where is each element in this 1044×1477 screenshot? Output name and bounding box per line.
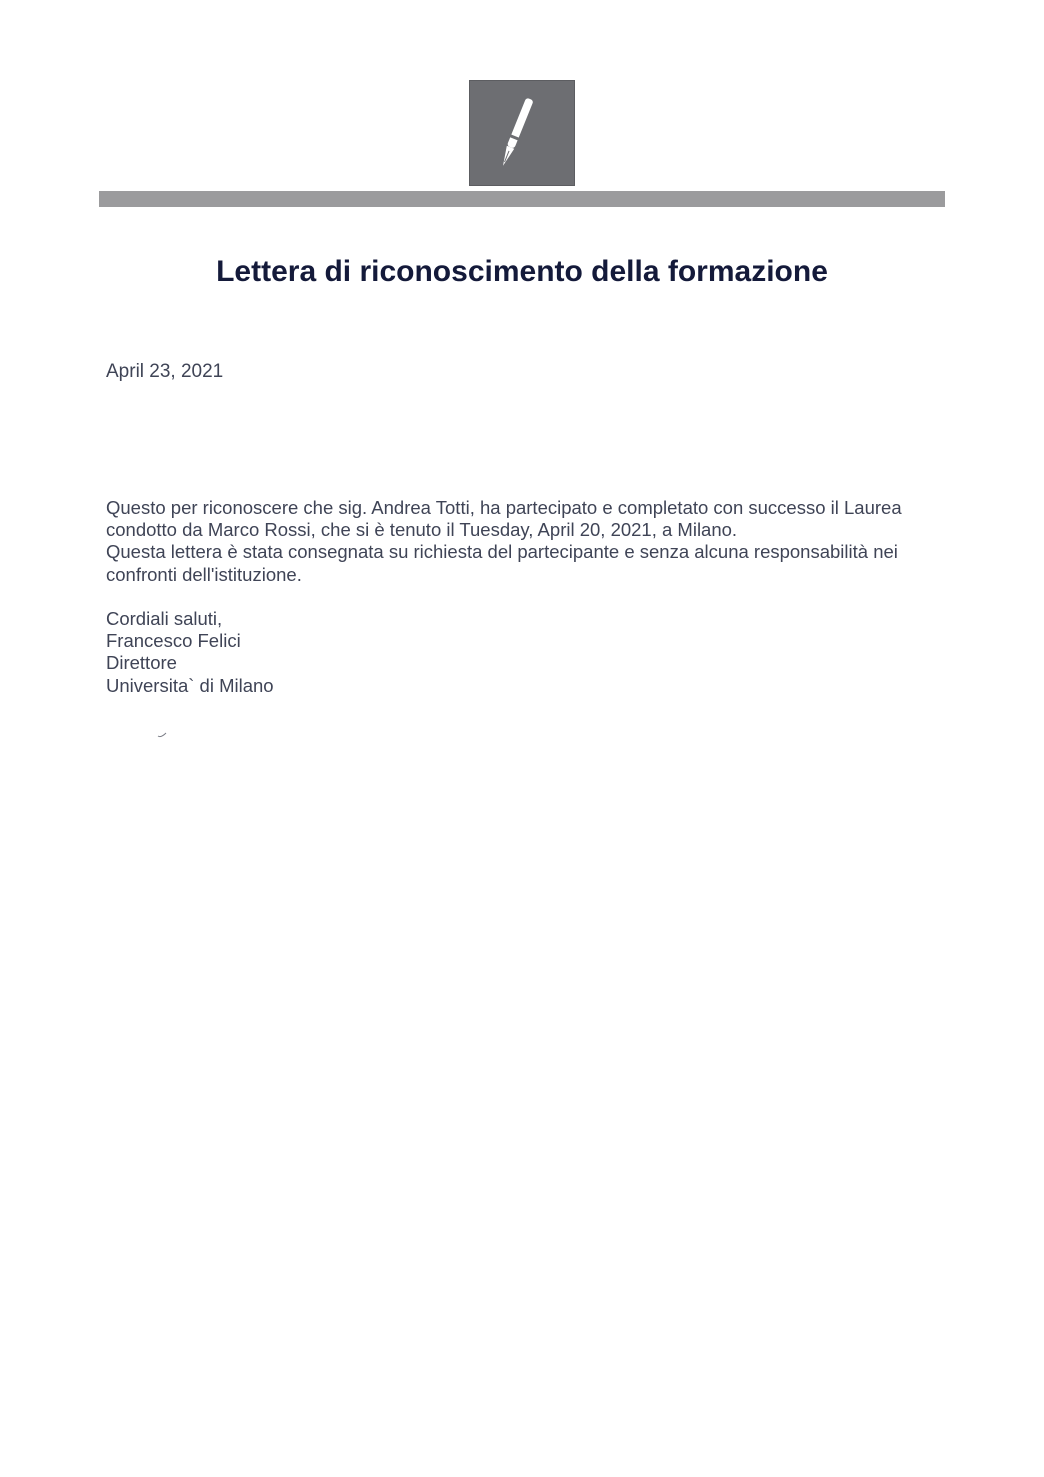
signer-name: Francesco Felici: [106, 630, 241, 652]
signer-role: Direttore: [106, 652, 177, 674]
fountain-pen-icon: [470, 81, 576, 187]
logo: [469, 80, 575, 186]
body-paragraph: Questo per riconoscere che sig. Andrea Totti, ha partecipato e completato con successo il Laurea condotto da Marco Rossi, che si è tenuto il Tuesday, April 20, 2021, a Milano.: [106, 497, 902, 541]
body-paragraph: Questa lettera è stata consegnata su richiesta del partecipante e senza alcuna responsabilità nei confronti dell'istituzione.: [106, 541, 898, 585]
letter-closing: [106, 608, 274, 697]
signature-mark: [156, 728, 170, 740]
letter-body: [106, 497, 946, 586]
signer-organization: Universita` di Milano: [106, 674, 274, 696]
letter-date: April 23, 2021: [106, 361, 224, 382]
document-title: Lettera di riconoscimento della formazione: [216, 255, 828, 288]
salutation: Cordiali saluti,: [106, 608, 223, 629]
header-rule: [99, 191, 945, 207]
